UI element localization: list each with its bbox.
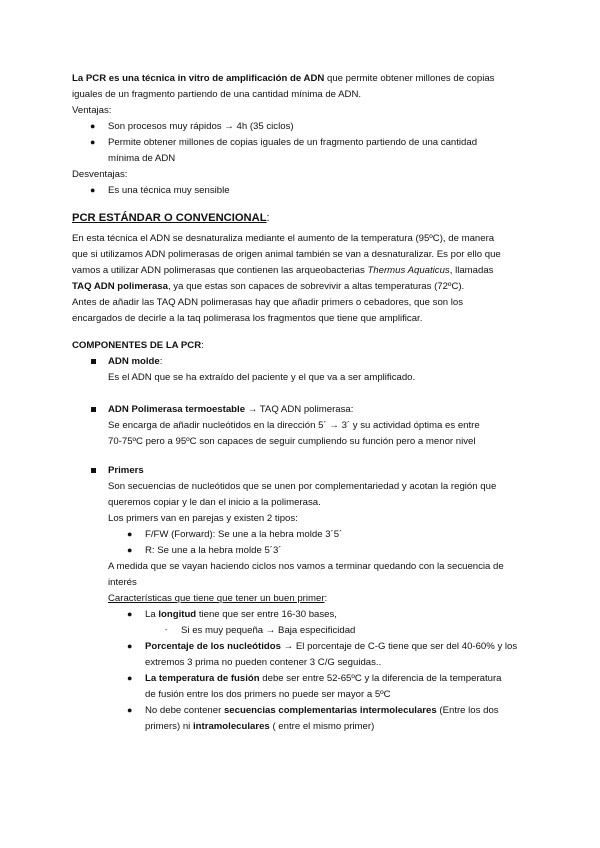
primers-line-3: Los primers van en parejas y existen 2 tipos: — [108, 513, 298, 524]
pcr-estandar-title: PCR ESTÁNDAR O CONVENCIONAL — [72, 212, 267, 224]
taq-adn-polimerasa: TAQ ADN polimerasa — [72, 281, 168, 292]
c4-bold: secuencias complementarias intermoleculares — [223, 705, 437, 716]
caracteristica-temperatura-cont: de fusión entre los dos primers no puede ser mayor a 5ºC — [145, 689, 391, 700]
estandar-line-2: que si utilizamos ADN polimerasas de origen animal también se van a desnaturalizar. Es por ello que — [72, 249, 501, 260]
bullet-icon: ● — [127, 609, 133, 619]
estandar-line-4-rest: , ya que estas son capaces de sobrevivir a altas temperaturas (72ºC). — [167, 281, 465, 292]
polimerasa-line-1: Se encarga de añadir nucleótidos en la dirección 5´ → 3´ y su actividad óptima es entre — [108, 420, 480, 431]
desventaja-item-1: Es una técnica muy sensible — [108, 185, 230, 196]
dash-bullet-icon: - — [165, 627, 168, 634]
ventajas-label: Ventajas: — [72, 105, 112, 116]
caracteristicas-heading — [108, 593, 327, 605]
primers-line-1: Son secuencias de nucleótidos que se unen por complementariedad y acotan la región que — [108, 481, 497, 492]
componentes-colon: : — [201, 340, 204, 351]
adn-molde-label: ADN molde — [108, 356, 160, 367]
c4-l2a: primers) ni — [145, 721, 193, 732]
heading-colon: : — [266, 212, 270, 224]
componentes-heading — [72, 340, 204, 352]
primer-tipo-reverse: R: Se une a la hebra molde 5´3´ — [145, 545, 282, 556]
adn-molde-title — [108, 356, 162, 368]
c4-pre: No debe contener — [145, 705, 224, 716]
pcr-definition-bold: La PCR es una técnica in vitro de amplificación de ADN — [72, 73, 325, 84]
adn-molde-text: Es el ADN que se ha extraído del paciente y el que va a ser amplificado. — [108, 372, 416, 383]
bullet-icon: ● — [90, 185, 96, 195]
desventajas-label: Desventajas: — [72, 169, 128, 180]
ventaja-item-2-cont: mínima de ADN — [108, 153, 176, 164]
ventaja-item-1: Son procesos muy rápidos → 4h (35 ciclos) — [108, 121, 294, 132]
polimerasa-label: ADN Polimerasa termoestable — [108, 404, 246, 415]
estandar-line-3-text: vamos a utilizar ADN polimerasas que contienen las arqueobacterias — [72, 265, 368, 276]
square-bullet-icon — [91, 359, 96, 364]
caracteristica-temperatura — [145, 673, 502, 685]
caracteristicas-title: Características que tiene que tener un buen primer — [108, 593, 325, 604]
square-bullet-icon — [91, 468, 96, 473]
estandar-line-1: En esta técnica el ADN se desnaturaliza mediante el aumento de la temperatura (95ºC), de manera — [72, 233, 495, 244]
adn-molde-colon: : — [159, 356, 163, 367]
componentes-title: COMPONENTES DE LA PCR — [72, 340, 202, 351]
intro-line-1 — [72, 73, 494, 85]
bullet-icon: ● — [90, 137, 96, 147]
c1-pre: La — [145, 609, 159, 620]
polimerasa-rest: → TAQ ADN polimerasa: — [245, 404, 354, 415]
c4-rest: (Entre los dos — [436, 705, 499, 716]
estandar-line-6: encargados de decirle a la taq polimerasa los fragmentos que tiene que amplificar. — [72, 313, 423, 324]
c2-rest: → El porcentaje de C-G tiene que ser del 40-60% y los — [280, 641, 518, 652]
c3-bold: La temperatura de fusión — [145, 673, 260, 684]
caracteristica-secuencias — [145, 705, 499, 717]
caracteristicas-colon: : — [324, 593, 328, 604]
primer-tipo-forward: F/FW (Forward): Se une a la hebra molde 3´5´ — [145, 529, 343, 540]
intro-line-2: iguales de un fragmento partiendo de una cantidad mínima de ADN. — [72, 89, 362, 100]
caracteristica-porcentaje-cont: extremos 3 prima no pueden contener 3 C/G seguidas.. — [145, 657, 382, 668]
estandar-line-5: Antes de añadir las TAQ ADN polimerasas hay que añadir primers o cebadores, que son los — [72, 297, 464, 308]
primers-title: Primers — [108, 465, 144, 476]
bullet-icon: ● — [127, 545, 133, 555]
polimerasa-line-2: 70-75ºC pero a 95ºC son capaces de seguir cumpliendo su función pero a menor nivel — [108, 436, 476, 447]
c4-l2b: intramoleculares — [192, 721, 270, 732]
caracteristica-longitud — [145, 609, 337, 621]
caracteristica-porcentaje — [145, 641, 517, 653]
estandar-line-3 — [72, 265, 493, 277]
primers-line-2: queremos copiar y le dan el inicio a la polimerasa. — [108, 497, 321, 508]
bullet-icon: ● — [90, 121, 96, 131]
estandar-line-3-end: , llamadas — [449, 265, 494, 276]
polimerasa-title — [108, 404, 353, 416]
caracteristica-longitud-sub: Si es muy pequeña → Baja especificidad — [181, 625, 356, 636]
c3-rest: debe ser entre 52-65ºC y la diferencia de la temperatura — [259, 673, 502, 684]
c2-bold: Porcentaje de los nucleótidos — [145, 641, 281, 652]
ventaja-item-2: Permite obtener millones de copias iguales de un fragmento partiendo de una cantidad — [108, 137, 478, 148]
bullet-icon: ● — [127, 705, 133, 715]
c4-l2c: ( entre el mismo primer) — [269, 721, 375, 732]
pcr-estandar-heading — [72, 212, 270, 224]
thermus-aquaticus: Thermus Aquaticus — [367, 265, 450, 276]
c1-bold: longitud — [158, 609, 197, 620]
bullet-icon: ● — [127, 673, 133, 683]
primers-line-5: interés — [108, 577, 137, 588]
bullet-icon: ● — [127, 641, 133, 651]
square-bullet-icon — [91, 407, 96, 412]
primers-line-4: A medida que se vayan haciendo ciclos nos vamos a terminar quedando con la secuencia de — [108, 561, 504, 572]
caracteristica-secuencias-cont — [145, 721, 374, 733]
estandar-line-4 — [72, 281, 464, 293]
c1-rest: tiene que ser entre 16-30 bases, — [196, 609, 337, 620]
bullet-icon: ● — [127, 529, 133, 539]
pcr-definition-rest: que permite obtener millones de copias — [324, 73, 495, 84]
